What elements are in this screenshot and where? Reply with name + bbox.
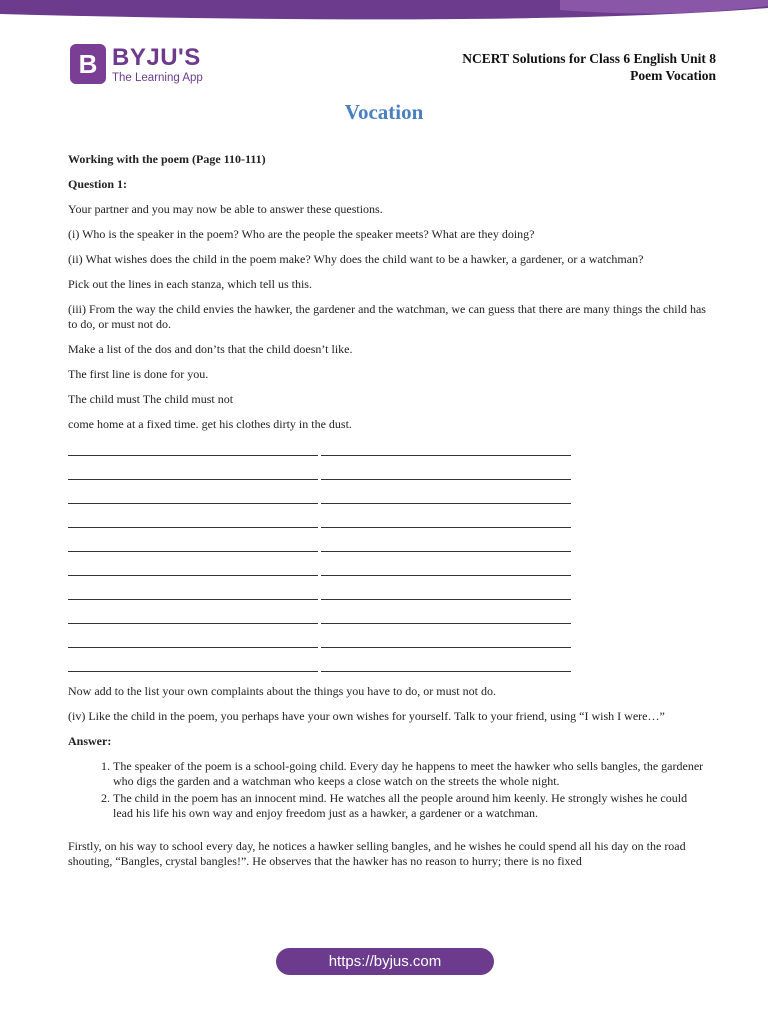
after-list-text: Now add to the list your own complaints about the things you have to do, or must not do. <box>68 684 496 698</box>
first-line-note: The first line is done for you. <box>68 367 209 381</box>
blank-row <box>68 600 708 624</box>
answer-label: Answer: <box>68 734 112 748</box>
blank-line <box>321 454 571 456</box>
question-part-1: (i) Who is the speaker in the poem? Who are the people the speaker meets? What are they doing? <box>68 227 535 241</box>
blank-line <box>321 478 571 480</box>
blank-line <box>68 646 318 648</box>
blank-line <box>68 502 318 504</box>
logo-badge-icon: B <box>70 44 106 84</box>
logo-tagline: The Learning App <box>112 72 203 84</box>
question-part-2-note: Pick out the lines in each stanza, which tell us this. <box>68 277 312 291</box>
blank-line <box>321 622 571 624</box>
document-header <box>462 50 716 84</box>
header-line-2: Poem Vocation <box>630 68 716 83</box>
closing-paragraph: Firstly, on his way to school every day, he notices a hawker selling bangles, and he wishes he could spend all his day on the road shouting, “Bangles, crystal bangles!”. He observes that the hawker has no reason to hurry; there is no fixed <box>68 839 686 868</box>
question-label: Question 1: <box>68 177 128 191</box>
blank-row <box>68 552 708 576</box>
question-part-3: (iii) From the way the child envies the hawker, the gardener and the watchman, we can guess that there are many things the child has to do, or must not do. <box>68 302 706 331</box>
blank-row <box>68 576 708 600</box>
blank-line <box>321 670 571 672</box>
blank-line <box>68 454 318 456</box>
columns-line: The child must The child must not <box>68 392 234 406</box>
list-item: 1. The speaker of the poem is a school-going child. Every day he happens to meet the hawker who sells bangles, the gardener who digs the garden and a watchman who keeps a close watch on the streets the whole night. <box>113 759 708 789</box>
blank-line <box>68 574 318 576</box>
intro-text: Your partner and you may now be able to answer these questions. <box>68 202 383 216</box>
document-body <box>68 152 708 879</box>
list-item: 2. The child in the poem has an innocent mind. He watches all the people around him keenly. He strongly wishes he could lead his life his own way and enjoy freedom just as a hawker, a gardener or a watchman. <box>113 791 708 821</box>
blank-row <box>68 480 708 504</box>
blank-line <box>68 526 318 528</box>
fill-in-blanks <box>68 432 708 672</box>
blank-line <box>321 526 571 528</box>
logo-name: BYJU'S <box>112 44 201 71</box>
blank-line <box>68 670 318 672</box>
question-part-3-note: Make a list of the dos and don’ts that the child doesn’t like. <box>68 342 353 356</box>
blank-line <box>321 598 571 600</box>
blank-line <box>68 598 318 600</box>
question-part-2: (ii) What wishes does the child in the poem make? Why does the child want to be a hawker, a gardener, or a watchman? <box>68 252 644 266</box>
blank-line <box>68 478 318 480</box>
blank-line <box>321 646 571 648</box>
section-heading: Working with the poem (Page 110-111) <box>68 152 266 166</box>
blank-row <box>68 528 708 552</box>
example-line: come home at a fixed time. get his clothes dirty in the dust. <box>68 417 352 431</box>
blank-row <box>68 624 708 648</box>
answer-list <box>68 759 708 821</box>
blank-row <box>68 504 708 528</box>
blank-line <box>321 550 571 552</box>
blank-line <box>68 550 318 552</box>
blank-line <box>321 574 571 576</box>
blank-row <box>68 432 708 456</box>
blank-line <box>321 502 571 504</box>
footer-url-link[interactable]: https://byjus.com <box>276 948 494 975</box>
header-line-1: NCERT Solutions for Class 6 English Unit 8 <box>462 51 716 66</box>
byjus-logo <box>70 44 210 88</box>
top-decorative-band <box>0 0 768 24</box>
question-part-4: (iv) Like the child in the poem, you perhaps have your own wishes for yourself. Talk to your friend, using “I wish I were…” <box>68 709 665 723</box>
blank-row <box>68 648 708 672</box>
blank-row <box>68 456 708 480</box>
page-title: Vocation <box>344 100 424 124</box>
blank-line <box>68 622 318 624</box>
